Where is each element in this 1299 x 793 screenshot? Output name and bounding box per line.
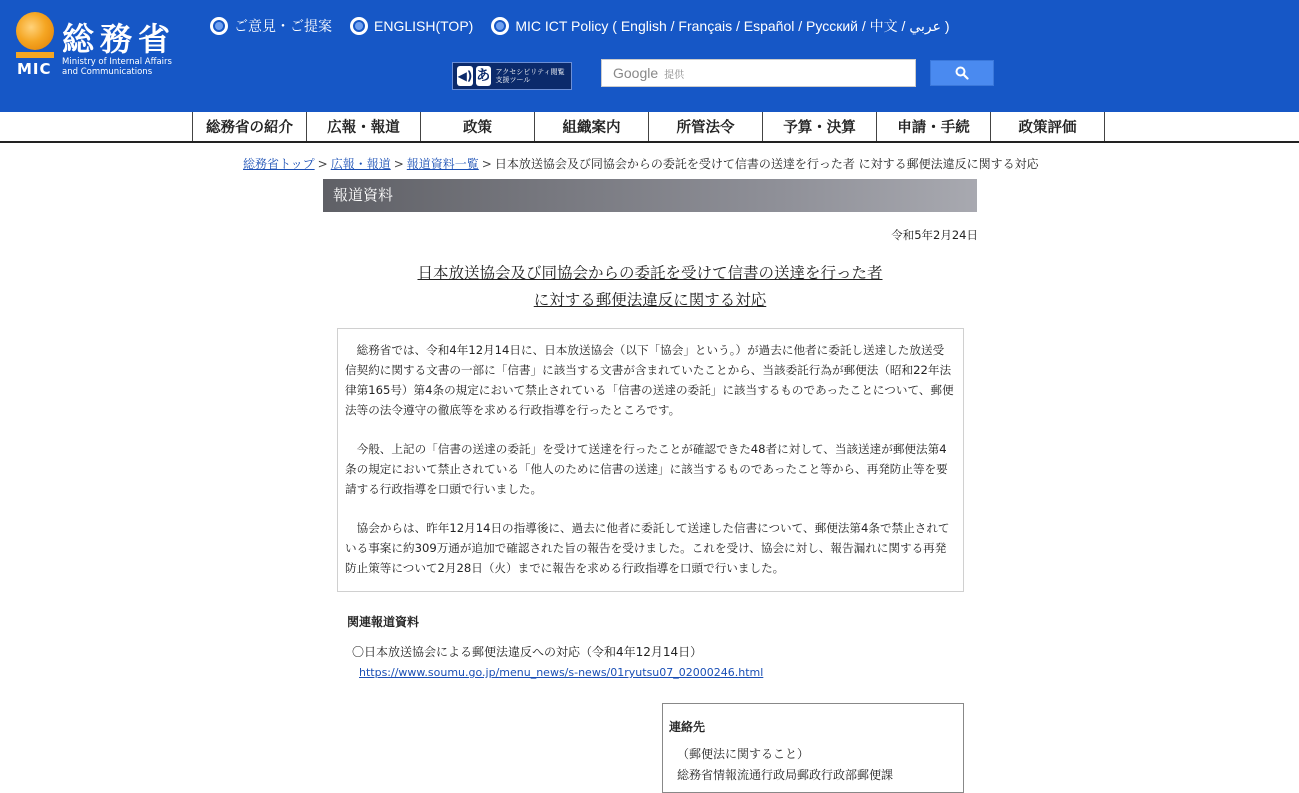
breadcrumb	[243, 155, 1039, 172]
page-title-line1: 日本放送協会及び同協会からの委託を受けて信書の送達を行った者	[417, 264, 883, 282]
radio-icon	[210, 17, 228, 35]
link-feedback[interactable]	[210, 16, 332, 36]
search-button[interactable]	[930, 60, 994, 86]
accessibility-tool-label: アクセシビリティ閲覧支援ツール	[495, 68, 565, 84]
related-item-link[interactable]: https://www.soumu.go.jp/menu_news/s-news/01ryutsu07_02000246.html	[359, 666, 764, 679]
site-logo-english	[62, 57, 192, 77]
related-heading: 関連報道資料	[347, 615, 420, 629]
accessibility-tool-button[interactable]	[452, 62, 572, 90]
nav-item-press[interactable]: 広報・報道	[307, 112, 421, 141]
section-heading: 報道資料	[323, 179, 977, 212]
link-english-top[interactable]	[350, 17, 473, 35]
mic-logo-icon[interactable]	[16, 12, 54, 56]
header-links	[210, 16, 968, 36]
site-logo-abbrev: MIC	[17, 60, 52, 78]
nav-item-applications[interactable]: 申請・手続	[877, 112, 991, 141]
speaker-icon: ◀)	[457, 66, 473, 86]
press-date: 令和5年2月24日	[891, 228, 978, 242]
radio-icon	[350, 17, 368, 35]
contact-heading: 連絡先	[669, 720, 706, 734]
contact-line: 総務省情報流通行政局郵政行政部郵便課	[677, 768, 894, 782]
google-label: Google	[613, 65, 659, 81]
page-title-line2: に対する郵便法違反に関する対応	[533, 291, 767, 309]
breadcrumb-link-top[interactable]: 総務省トップ	[243, 157, 315, 171]
nav-item-laws[interactable]: 所管法令	[649, 112, 763, 141]
nav-item-policy[interactable]: 政策	[421, 112, 535, 141]
link-ict-policy[interactable]	[491, 16, 949, 36]
related-item-title: 〇日本放送協会による郵便法違反への対応（令和4年12月14日）	[352, 645, 703, 659]
breadcrumb-current: 日本放送協会及び同協会からの委託を受けて信書の送達を行った者 に対する郵便法違反に関する対応	[494, 157, 1039, 171]
global-nav	[0, 112, 1299, 143]
contact-box	[662, 703, 964, 793]
press-body	[337, 328, 964, 592]
chevron-right-icon: >	[393, 157, 404, 171]
breadcrumb-link-press[interactable]: 広報・報道	[330, 157, 391, 171]
nav-item-budget[interactable]: 予算・決算	[763, 112, 877, 141]
search-icon	[955, 66, 969, 80]
nav-item-evaluation[interactable]: 政策評価	[991, 112, 1105, 141]
body-paragraph: 総務省では、令和4年12月14日に、日本放送協会（以下「協会」という。）が過去に他者に委託し送達した放送受信契約に関する文書の一部に「信書」に該当する文書が含まれていたことから、当該委託行為が郵便法（昭和22年法律第165号）第4条の規定において禁止されている「信書の送達の委託」に該当するものであったことについて、郵便法等の法令遵守の徹底等を求める行政指導を行ったところです。	[345, 343, 954, 417]
radio-icon	[491, 17, 509, 35]
nav-item-organization[interactable]: 組織案内	[535, 112, 649, 141]
contact-line: （郵便法に関すること）	[677, 747, 810, 761]
link-feedback-label: ご意見・ご提案	[234, 18, 332, 34]
link-english-top-label: ENGLISH(TOP)	[374, 18, 474, 34]
chevron-right-icon: >	[481, 157, 492, 171]
chevron-right-icon: >	[317, 157, 328, 171]
site-header	[0, 0, 1299, 112]
hiragana-a-icon: あ	[476, 68, 491, 84]
search-provided-label: 提供	[664, 69, 685, 81]
search-input[interactable]	[601, 59, 916, 87]
site-logo-title[interactable]: 総務省	[62, 20, 177, 58]
page-title	[323, 260, 977, 314]
link-ict-policy-label: MIC ICT Policy ( English / Français / Español / Русский / 中文 / عربي )	[515, 18, 950, 34]
body-paragraph: 協会からは、昨年12月14日の指導後に、過去に他者に委託して送達した信書について、郵便法第4条で禁止されている事案に約309万通が追加で確認された旨の報告を受けました。これを受け、協会に対し、報告漏れに関する再発防止策等について2月28日（火）までに報告を求める行政指導を口頭で行いました。	[345, 521, 950, 575]
body-paragraph: 今般、上記の「信書の送達の委託」を受けて送達を行ったことが確認できた48者に対して、当該送達が郵便法第4条の規定において禁止されている「他人のために信書の送達」に該当するものであったこと等から、再発防止等を要請する行政指導を口頭で行いました。	[345, 442, 948, 496]
logo-en-line2: and Communications	[62, 67, 153, 77]
breadcrumb-link-press-list[interactable]: 報道資料一覧	[406, 157, 479, 171]
logo-en-line1: Ministry of Internal Affairs	[62, 57, 172, 67]
nav-item-about[interactable]: 総務省の紹介	[193, 112, 307, 141]
